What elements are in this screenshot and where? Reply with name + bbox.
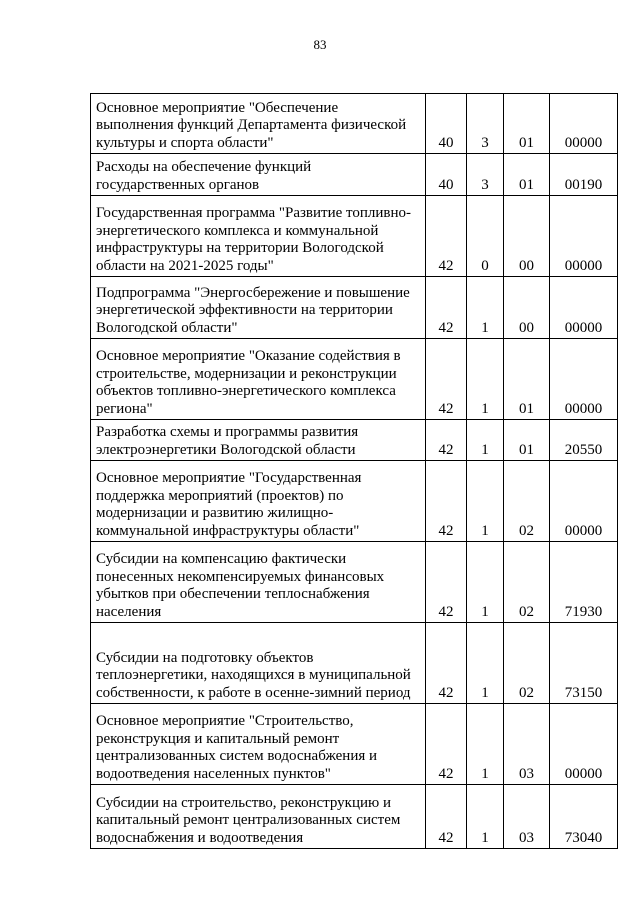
program-code-cell: 42 xyxy=(426,339,467,420)
activity-code-cell: 01 xyxy=(504,420,550,461)
table-row xyxy=(91,785,618,849)
program-code-cell: 42 xyxy=(426,461,467,542)
program-code-cell: 42 xyxy=(426,196,467,277)
subprogram-code-cell: 1 xyxy=(467,704,504,785)
activity-code-cell: 02 xyxy=(504,542,550,623)
description-cell: Основное мероприятие "Строительство, реконструкция и капитальный ремонт централизованных систем водоснабжения и водоотведения населенных пунктов" xyxy=(91,704,426,785)
table-row xyxy=(91,420,618,461)
direction-code-cell: 00000 xyxy=(550,704,618,785)
program-code-cell: 42 xyxy=(426,704,467,785)
table-row xyxy=(91,542,618,623)
subprogram-code-cell: 1 xyxy=(467,339,504,420)
page-number: 83 xyxy=(313,37,327,52)
direction-code-cell: 00000 xyxy=(550,339,618,420)
direction-code-cell: 00000 xyxy=(550,277,618,339)
description-cell: Подпрограмма "Энергосбережение и повышение энергетической эффективности на территории Вологодской области" xyxy=(91,277,426,339)
direction-code-cell: 73040 xyxy=(550,785,618,849)
activity-code-cell: 00 xyxy=(504,277,550,339)
table-row xyxy=(91,339,618,420)
description-cell: Расходы на обеспечение функций государственных органов xyxy=(91,154,426,196)
direction-code-cell: 20550 xyxy=(550,420,618,461)
program-code-cell: 40 xyxy=(426,94,467,154)
subprogram-code-cell: 1 xyxy=(467,623,504,704)
activity-code-cell: 02 xyxy=(504,623,550,704)
program-code-cell: 42 xyxy=(426,623,467,704)
activity-code-cell: 01 xyxy=(504,94,550,154)
description-cell: Основное мероприятие "Государственная поддержка мероприятий (проектов) по модернизации и развитию жилищно- коммунальной инфраструктуры области" xyxy=(91,461,426,542)
description-cell: Основное мероприятие "Обеспечение выполнения функций Департамента физической культуры и спорта области" xyxy=(91,94,426,154)
table-row xyxy=(91,94,618,154)
subprogram-code-cell: 1 xyxy=(467,461,504,542)
subprogram-code-cell: 1 xyxy=(467,420,504,461)
subprogram-code-cell: 1 xyxy=(467,542,504,623)
program-code-cell: 42 xyxy=(426,785,467,849)
program-code-cell: 42 xyxy=(426,542,467,623)
table-row xyxy=(91,704,618,785)
direction-code-cell: 73150 xyxy=(550,623,618,704)
program-code-cell: 42 xyxy=(426,277,467,339)
program-code-cell: 42 xyxy=(426,420,467,461)
program-code-cell: 40 xyxy=(426,154,467,196)
subprogram-code-cell: 3 xyxy=(467,94,504,154)
activity-code-cell: 01 xyxy=(504,154,550,196)
description-cell: Субсидии на строительство, реконструкцию и капитальный ремонт централизованных систем водоснабжения и водоотведения xyxy=(91,785,426,849)
description-cell: Субсидии на компенсацию фактически понесенных некомпенсируемых финансовых убытков при обеспечении теплоснабжения населения xyxy=(91,542,426,623)
description-cell: Государственная программа "Развитие топливно- энергетического комплекса и коммунальной инфраструктуры на территории Вологодской области на 2021-2025 годы" xyxy=(91,196,426,277)
direction-code-cell: 00000 xyxy=(550,94,618,154)
activity-code-cell: 01 xyxy=(504,339,550,420)
description-cell: Субсидии на подготовку объектов теплоэнергетики, находящихся в муниципальной собственности, к работе в осенне-зимний период xyxy=(91,623,426,704)
activity-code-cell: 02 xyxy=(504,461,550,542)
subprogram-code-cell: 1 xyxy=(467,785,504,849)
activity-code-cell: 03 xyxy=(504,785,550,849)
direction-code-cell: 71930 xyxy=(550,542,618,623)
activity-code-cell: 03 xyxy=(504,704,550,785)
table-row xyxy=(91,623,618,704)
table-row xyxy=(91,461,618,542)
direction-code-cell: 00000 xyxy=(550,461,618,542)
budget-table xyxy=(90,93,618,849)
direction-code-cell: 00190 xyxy=(550,154,618,196)
direction-code-cell: 00000 xyxy=(550,196,618,277)
table-row xyxy=(91,196,618,277)
subprogram-code-cell: 0 xyxy=(467,196,504,277)
table-row xyxy=(91,154,618,196)
description-cell: Основное мероприятие "Оказание содействия в строительстве, модернизации и реконструкции объектов топливно-энергетического комплекса региона" xyxy=(91,339,426,420)
description-cell: Разработка схемы и программы развития электроэнергетики Вологодской области xyxy=(91,420,426,461)
subprogram-code-cell: 1 xyxy=(467,277,504,339)
table-row xyxy=(91,277,618,339)
activity-code-cell: 00 xyxy=(504,196,550,277)
subprogram-code-cell: 3 xyxy=(467,154,504,196)
